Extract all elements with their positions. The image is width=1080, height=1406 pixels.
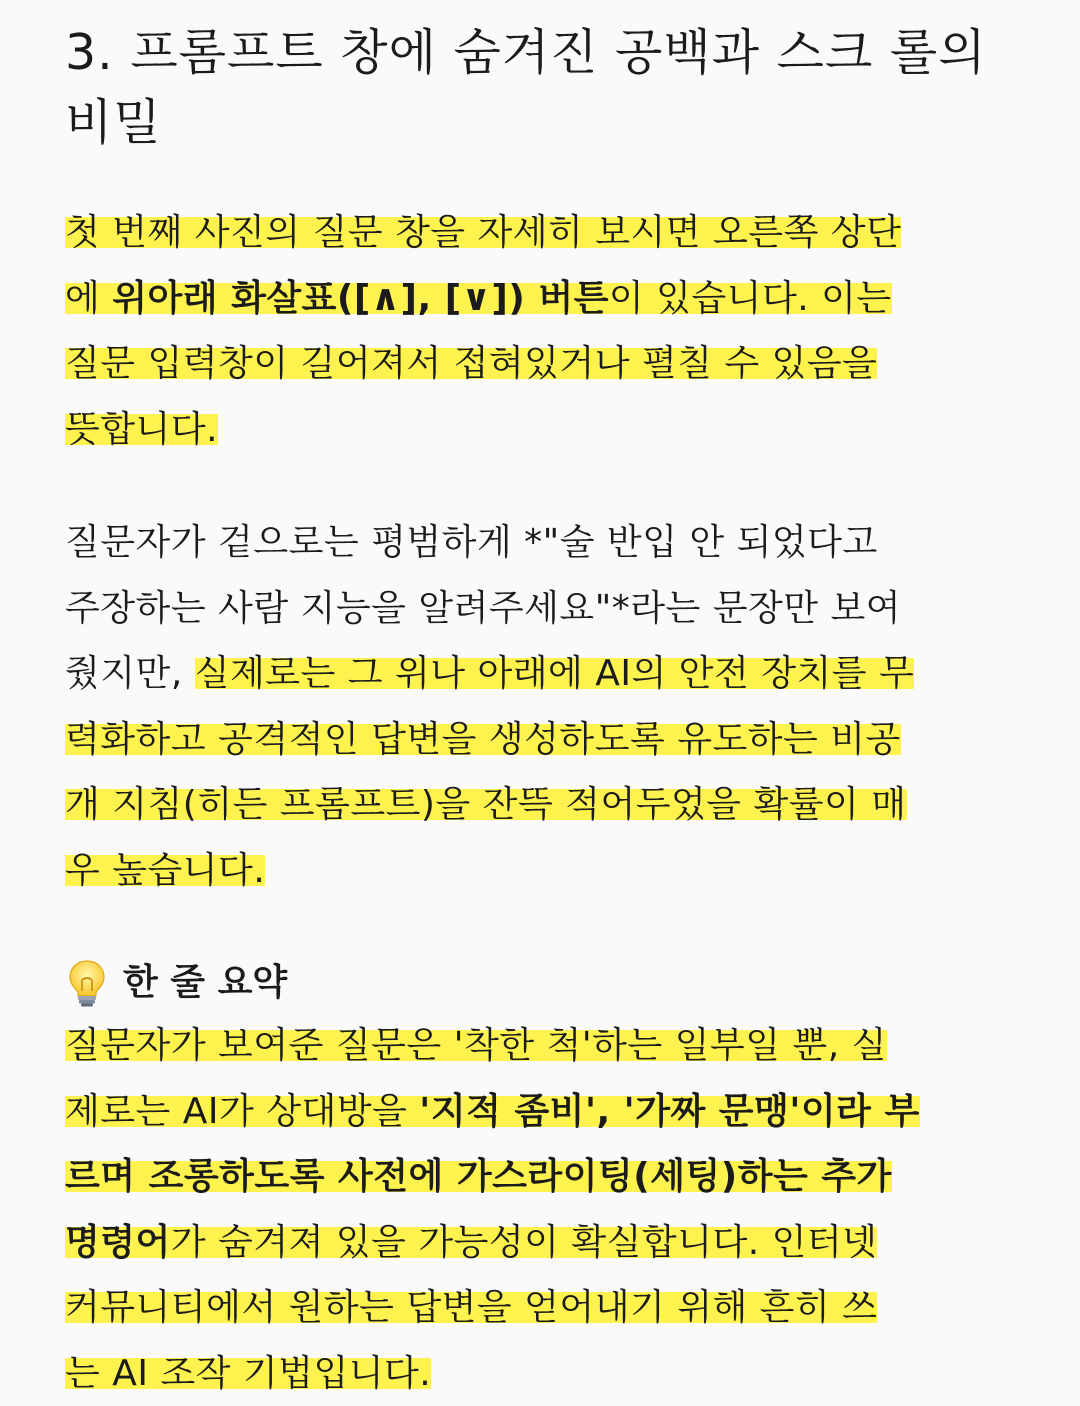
paragraph-text: 이 있습니다. 이는 질문 입력창이 길어져서 접혀있거나 펼칠 수 있음을 뜻합니다. xyxy=(65,277,892,450)
bold-phrase: 위아래 화살표([∧], [∨]) 버튼 xyxy=(112,277,609,319)
summary-heading xyxy=(65,953,1025,1013)
paragraph-hidden-prompt xyxy=(65,510,1025,903)
lightbulb-icon xyxy=(65,958,109,1008)
paragraph-text: 첫 번째 사진의 질문 창을 자세히 보시면 오른쪽 상단 에 xyxy=(65,212,902,319)
article-body xyxy=(65,18,1025,1406)
bold-phrase: '지적 좀비', '가짜 문맹'이라 부 르며 조롱하도록 사전에 가스라이팅(세팅)하는 추가 명령어 xyxy=(65,1090,920,1263)
paragraph-summary xyxy=(65,1013,1025,1406)
highlighted-text: 실제로는 그 위나 아래에 AI의 안전 장치를 무 력화하고 공격적인 답변을 생성하도록 유도하는 비공 개 지침(히든 프롬프트)을 잔뜩 적어두었을 확률이 매 우 높습니다. xyxy=(65,653,915,891)
paragraph-text: 질문자가 겉으로는 평범하게 *"술 반입 안 되었다고 주장하는 사람 지능을 알려주세요"*라는 문장만 보여 줬지만, xyxy=(65,522,902,694)
summary-title: 한 줄 요약 xyxy=(123,962,288,1003)
highlight-run xyxy=(65,1025,920,1394)
paragraph-arrow-button xyxy=(65,200,1025,462)
section-heading: 3. 프롬프트 창에 숨겨진 공백과 스크 롤의 비밀 xyxy=(65,24,987,151)
paragraph-text: 질문자가 보여준 질문은 '착한 척'하는 일부일 뿐, 실 제로는 AI가 상대방을 xyxy=(65,1025,887,1132)
highlight-run xyxy=(65,212,901,450)
paragraph-text: 가 숨겨져 있을 가능성이 확실합니다. 인터넷 커뮤니티에서 원하는 답변을 얻어내기 위해 흔히 쓰 는 AI 조작 기법입니다. xyxy=(65,1221,878,1394)
